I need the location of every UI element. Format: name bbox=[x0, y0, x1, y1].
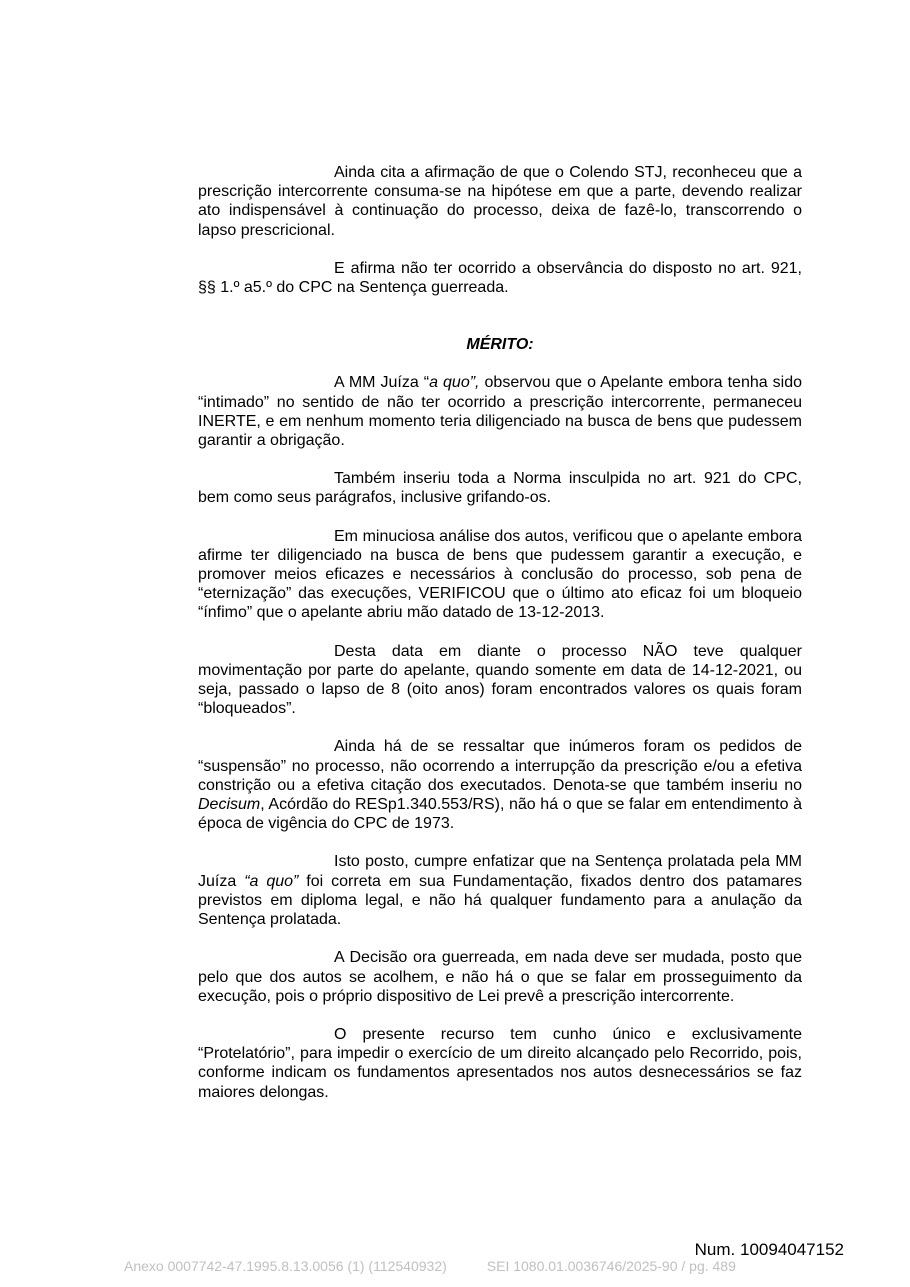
paragraph-art-921: E afirma não ter ocorrido a observância do disposto no art. 921, §§ 1.º a5.º do CPC na Sentença guerreada. bbox=[198, 259, 802, 297]
text-run: A MM Juíza “ bbox=[334, 374, 430, 392]
text-run: Ainda há de se ressaltar que inúmeros foram os pedidos de “suspensão” no processo, não ocorrendo a interrupção da prescrição e/ou a efetiva constrição ou a efetiva citação dos executados. Denota-se que também inseriu no bbox=[198, 738, 802, 794]
paragraph-movimentacao: Desta data em diante o processo NÃO teve qualquer movimentação por parte do apelante, quando somente em data de 14-12-2021, ou seja, passado o lapso de 8 (oito anos) foram encontrados valores os quais foram “bloqueados”. bbox=[198, 642, 802, 718]
text-run: observou que o Apelante embora tenha sido “intimado” no sentido de não ter ocorrido a prescrição intercorrente, permaneceu INERTE, e em nenhum momento teria diligenciado na busca de bens que pudessem garantir a obrigação. bbox=[198, 374, 803, 450]
paragraph-stj-citation: Ainda cita a afirmação de que o Colendo STJ, reconheceu que a prescrição intercorrente consuma-se na hipótese em que a parte, devendo realizar ato indispensável à continuação do processo, deixa de fazê-lo, transcorrendo o lapso prescricional. bbox=[198, 164, 802, 239]
italic-run: a quo”, bbox=[429, 374, 480, 392]
document-number: Num. 10094047152 bbox=[694, 1240, 844, 1259]
paragraph-decisao-guerreada: A Decisão ora guerreada, em nada deve ser mudada, posto que pelo que dos autos se acolhem, e não há o que se falar em prosseguimento da execução, pois o próprio dispositivo de Lei prevê a prescrição intercorrente. bbox=[198, 949, 802, 1005]
text-run: , Acórdão do RESp1.340.553/RS), não há o que se falar em entendimento à época de vigência do CPC de 1973. bbox=[198, 796, 802, 833]
footer-sei-reference: SEI 1080.01.0036746/2025-90 / pg. 489 bbox=[486, 1258, 736, 1274]
section-heading-merito: MÉRITO: bbox=[466, 336, 534, 354]
paragraph-mm-juiza bbox=[198, 373, 802, 450]
text-run: Isto posto, cumpre enfatizar que na Sentença prolatada pela MM Juíza bbox=[198, 853, 802, 890]
text-run: foi correta em sua Fundamentação, fixados dentro dos patamares previstos em diploma legal, e não há qualquer fundamento para a anulação da Sentença prolatada. bbox=[198, 872, 803, 929]
italic-run: Decisum bbox=[198, 796, 261, 814]
italic-run: “a quo” bbox=[244, 872, 299, 890]
footer-stamp bbox=[124, 1258, 736, 1274]
paragraph-analise-autos: Em minuciosa análise dos autos, verificou que o apelante embora afirme ter diligenciado na busca de bens que pudessem garantir a execução, e promover meios eficazes e necessários à conclusão do processo, sob pena de “eternização” das execuções, VERIFICOU que o último ato eficaz foi um bloqueio “ínfimo” que o apelante abriu mão datado de 13-12-2013. bbox=[198, 527, 802, 622]
paragraph-protelatorio: O presente recurso tem cunho único e exclusivamente “Protelatório”, para impedir o exercício de um direito alcançado pelo Recorrido, pois, conforme indicam os fundamentos apresentados nos autos desnecessários se faz maiores delongas. bbox=[198, 1025, 802, 1101]
paragraph-suspensao bbox=[198, 737, 802, 833]
paragraph-isto-posto bbox=[198, 852, 802, 929]
document-body bbox=[198, 163, 802, 1121]
paragraph-norma-921: Também inseriu toda a Norma insculpida no art. 921 do CPC, bem como seus parágrafos, inclusive grifando-os. bbox=[198, 470, 802, 507]
footer-annex-reference: Anexo 0007742-47.1995.8.13.0056 (1) (112540932) bbox=[124, 1258, 447, 1274]
